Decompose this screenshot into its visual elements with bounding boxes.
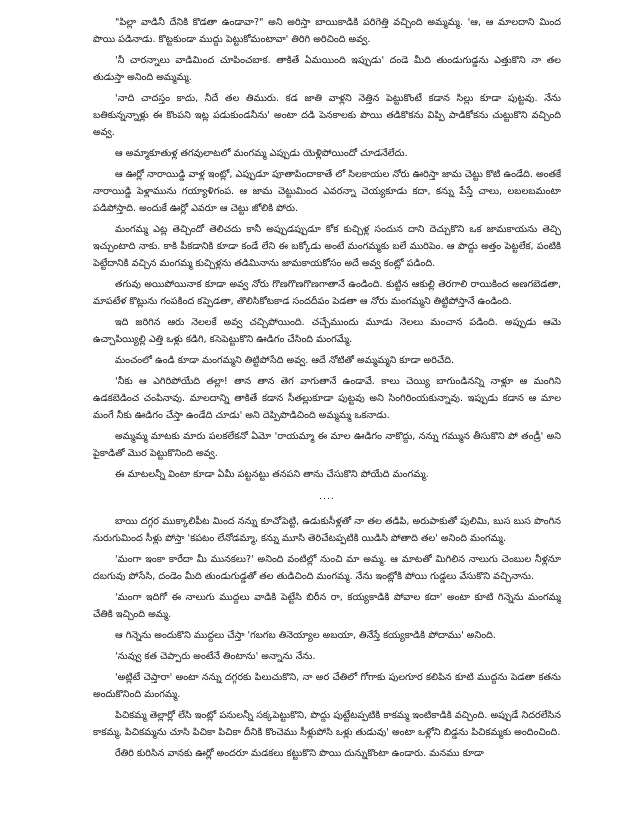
paragraph: ఆ అమ్మాకూతుళ్ల తగవులాటలో మంగమ్మ ఎప్పుడు యెళ్లిపోయిందో చూడనేలేదు. (115, 148, 408, 159)
paragraph: అమ్మమ్మ మాటకు మారు పలకలేకనో ఏమో 'రాయమ్మా ఈ మాల ఊడిగం నాకొద్దు, నన్ను గమ్మున తీసుకొని పో తండ్రీ' అని పైకాడితో మొర పెట్టుకొనింది అవ్వ. (93, 431, 561, 459)
paragraph: 'నువ్వు కత చెప్పారు అంటేనే తింటాను' అన్నాను నేను. (115, 651, 316, 662)
paragraph: 'అట్లిటే చెప్తారా' అంటా నన్ను దగ్గరకు పిలుచుకొని, నా అర చేతిలో గోగాకు పులగూర కలిపిన కూటి ముద్దను పెడతా కతను అందుకొనింది మంగమ్మ. (93, 672, 561, 700)
paragraph: 'నీకు ఆ ఎగిరిపోయేది తల్లా! తాన తాన తెగ వాగుతానే ఉండావే. కాలు చెయ్యి బాగుండినన్ని నాళ్లూ ఆ మంగిని ఉడకబెడించ చంపినావు. మాలదాన్ని తాకితే కడాన సీతల్లుకూడా పుట్టవు అని సింగిరింయకున్నావు. ఇప్పుడు కడాన ఆ మాల మంగే నీకు ఊడిగం చేస్తా ఉండేది చూడు' అని దెప్పిపొడిచింది అమ్మమ్మ ఒకనాడు. (93, 376, 561, 421)
paragraph: రేతిరి కురిసిన వానకు ఊర్లో అందరూ మడకలు కట్టుకొని పొయి దున్నుకొంటా ఉండారు. మనము కూడా (115, 748, 484, 759)
paragraph: ఈ మాటలన్నీ వింటా కూడా ఏమీ పట్టనట్టు తనపని తాను చేసుకొని పోయేది మంగమ్మ. (115, 469, 429, 480)
paragraph: ఆ గిన్నెను అందుకొని ముద్దలు చేస్తా 'గబగబ తినెయ్యాల అబయా, తినేస్తే కయ్యకాడికి పోదాము' అనింది. (115, 630, 496, 641)
paragraph: 'నాది చాదస్తం కాదు, నీదే తల తిమురు. కడ జాతి వాళ్లని నెత్తిన పెట్టుకొంటే కడాన సిల్లు కూడా పుట్టవు. నేను బతికున్నన్నాళ్లు ఈ కొంపని ఇట్ల పడుకుండనీను' అంటా దడి పెనకాలకు పొయి తడికొకను విప్పి పాడికోకను చుట్టుకొని వచ్చింది అవ్వ. (93, 93, 561, 138)
paragraph: 'నీ చారన్నాలు వాడిమింద చూపించబాక. తాకితే ఏమయింది ఇప్పుడు' దండె మీది తుండుగుడ్డను ఎత్తుకొని నా తల తుడుస్తా అనింది అమ్మమ్మ. (93, 55, 561, 83)
paragraph: పిచికమ్మ తెల్లార్లో లేసి ఇంట్లో పనులన్నీ సక్కపెట్టుకొని, పొద్దు పుట్టేటప్పటికి కాకమ్మ ఇంటికాడికి వచ్చింది. అప్పుడే నిదరలేసిన కాకమ్మ, పిచికమ్మను చూసి పిచికా పిచికా దీనికి కొంచెము సీళ్లుపోసి ఒళ్లు తుడువు' అంటా ఒళ్లోని బిడ్డను పిచికమ్మకు అందించింది. (93, 710, 561, 738)
paragraph: తగువు అయిపోయినాక కూడా అవ్వ నోరు గొణగొణగొణగాతానే ఉండింది. కుట్టిన ఆకుల్లి తెరగాలి రాయికింద అణగబెడతా, మాపటేళ కొట్లును గంపకింద కప్పెడతా, తొలిసికోటకాడ సందదీపం పెడతా ఆ నోరు మంగమ్మని తిట్టిపోస్తానే ఉండింది. (93, 279, 561, 307)
paragraph: ఇది జరిగిన ఆరు నెలలకే అవ్వ చచ్చిపోయింది. చచ్చేముందు మూడు నెలలు మంచాన పడింది. అప్పుడు ఆమె ఉచ్చాపియ్యిల్లి ఎత్తి ఒళ్లు కడిగి, కసెపెట్టుకొని ఊడిగం చేసింది మంగమ్మే. (93, 317, 561, 345)
paragraph: బాయి దగ్గర ముక్కాలిపీట మింద నన్ను కూచోపెట్టి, ఉడుకుసీళ్లతో నా తల తడిపి, అరుపాకుతో పులిమి, బుస బుస పొంగిన నురుగుమింద సీళ్లు పోస్తా 'కపటం లేనోడమ్మా, కన్ను మూసి తెరిచేటప్పటికి యిడిసి పోతాది తల' అనింది మంగమ్మ. (93, 516, 561, 544)
paragraph: 'మంగా ఇంకా కారేదా మీ మునకలు?' అనింది వంటిల్లో నుంచి మా అమ్మ. ఆ మాటతో మిగిలిన నాలుగు చెంబుల నీళ్లనూ దబగువు పోసేసి, దండెం మీది తుండుగుడ్డతో తల తుడిచింది మంగమ్మ. నేను ఇంట్లోకి పోయి గుడ్డలు వేసుకొని వచ్చినాను. (93, 554, 561, 582)
paragraph: మంచంలో ఉండి కూడా మంగమ్మని తిట్టిపోసేది అవ్వ. ఆదే నోటితో అమ్మమ్మని కూడా అరిచేది. (115, 355, 455, 366)
paragraph: ఆ ఊర్లో నారాయిడ్డి వాళ్ల ఇంట్లో, ఎప్పుడూ పూతాపిందాకాతే లో సిలకాయల నోరు ఊరిస్తా జామ చెట్టు కొటి ఉండేది. అంతకే నారాయిడ్డి పెళ్లామును గయ్యాళిగంప. ఆ జామ చెట్టుమింద ఎవరన్నా చెయ్యకూడు కదా, కన్ను పేస్తే చాలు, లబలబమంటా పడిపోస్తాది. అందుకే ఊర్లో ఎవరూ ఆ చెట్టు జోలికి పోరు. (93, 169, 561, 214)
paragraph: "పిల్లా వాడినీ దేనికి కొడతా ఉండావా?" అని అరిస్తా బాయికాడికి పరిగెత్తి వచ్చింది అమ్మమ్మ. 'ఆ, ఆ మాలదాని మింద పొయి పడినాడు. కొట్టకుండా ముద్దు పెట్టుకోమంటావా' తిరిగి అరిచింది అవ్వ. (93, 17, 561, 45)
paragraph: మంగమ్మ ఎట్ల తెచ్చిందో తెలిచదు కానీ అప్పుడప్పుడూ కోక కుచ్చిళ్ల సందున దాని దెచ్చుకొని ఒక జామకాయను తెచ్చి ఇచ్చుంటాది నాకు. కాకి పీకడానికి కూడా కండే లేని ఈ బక్కోడు అంటే మంగమ్మకు బలే మురిపెం. ఆ పొద్దు అత్తం పెట్టలేక, పంటికి పెట్టేదానికి వచ్చిన మంగమ్మ కుచ్చిళ్లను తడిమినాను జామకాయకోసం అదే అవ్వ కంట్లో పడింది. (93, 224, 561, 269)
paragraph: 'మంగా ఇదిగో ఈ నాలుగు ముద్దలు వాడికి పెట్టేసి బిరీన రా, కయ్యకాడికి పోవాల కదా' అంటా కూటి గిన్నెను మంగమ్మ చేతికి ఇచ్చింది అమ్మ. (93, 592, 561, 620)
story-text (93, 14, 561, 814)
section-separator: .... (319, 492, 335, 502)
